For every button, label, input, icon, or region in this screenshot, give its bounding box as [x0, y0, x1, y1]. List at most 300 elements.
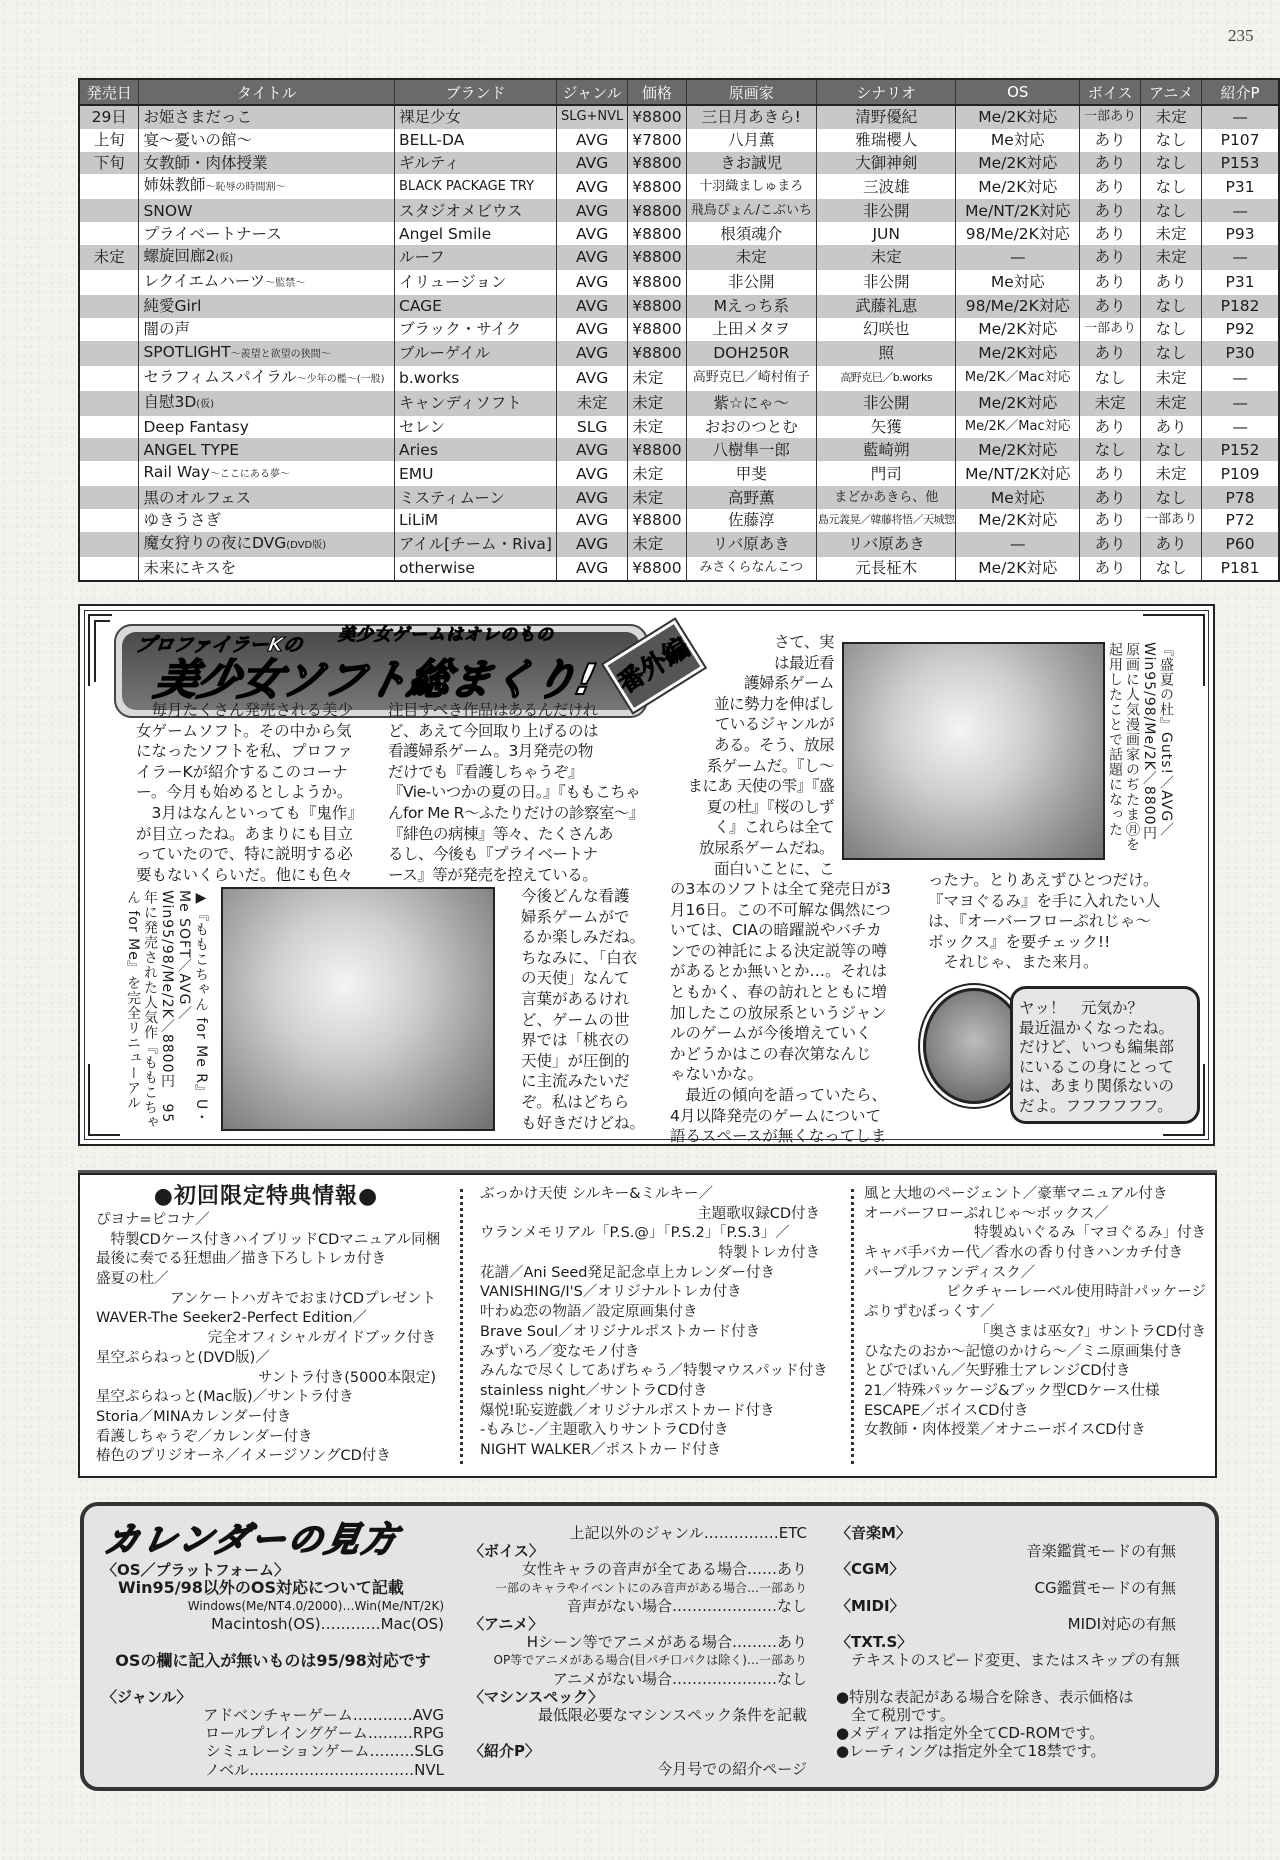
title-text: SPOTLIGHT: [143, 342, 231, 361]
bonus-item: 21／特殊パッケージ&ブック型CDケース仕様: [864, 1382, 1160, 1399]
cell-brand: b.works: [395, 366, 557, 391]
cell-scenario: 清野優紀: [816, 105, 956, 129]
cell-os: Me/2K対応: [956, 438, 1080, 461]
bonus-item: みずいろ／変なモノ付き: [480, 1343, 640, 1360]
legend-line: 〈CGM〉: [836, 1560, 905, 1579]
cell-price: 未定: [628, 486, 686, 509]
article-column-2: [388, 700, 644, 885]
text-line: ともかく、春の訪れとともに増: [670, 982, 887, 1001]
cell-artist: 紫☆にゃ～: [686, 391, 816, 416]
bonus-item: 看護しちゃうぞ／カレンダー付き: [96, 1428, 313, 1445]
cell-artist: 十羽織ましゅまろ: [686, 174, 816, 199]
cell-title: [139, 557, 395, 581]
cell-brand: CAGE: [395, 295, 557, 318]
cell-scenario: リバ原あき: [816, 532, 956, 557]
cell-title: [139, 438, 395, 461]
legend-line: MIDI対応の有無: [1067, 1614, 1176, 1633]
table-row: [79, 270, 1279, 295]
cell-os: Me/2K対応: [956, 557, 1080, 581]
text-line: るか楽しみだね。: [521, 928, 646, 947]
column-header: OS: [956, 79, 1080, 105]
bonus-item: Storia／MINAカレンダー付き: [96, 1408, 292, 1425]
bonus-item: ひなたのおか～記憶のかけら～／ミニ原画集付き: [864, 1343, 1183, 1360]
title-subtitle: ～恥辱の時間割～: [205, 182, 286, 194]
cell-voice: あり: [1080, 461, 1141, 486]
cell-price: ¥8800: [628, 152, 686, 175]
cell-artist: みさくらなんこつ: [686, 557, 816, 581]
bonus-item: ぴヨナ=ピコナ／: [96, 1212, 210, 1228]
title-subtitle: (仮): [196, 398, 215, 410]
cell-price: ¥8800: [628, 222, 686, 245]
cell-price: ¥8800: [628, 341, 686, 366]
cell-os: Me/2K／Mac対応: [956, 366, 1080, 391]
legend-line: ロールプレイングゲーム………RPG: [204, 1724, 444, 1743]
table-row: [79, 129, 1279, 152]
cell-genre: AVG: [556, 199, 627, 222]
cell-title: [139, 174, 395, 199]
text-line: 言葉があるけれ: [521, 989, 630, 1008]
cell-brand: EMU: [395, 461, 557, 486]
cell-artist: 八月薫: [686, 129, 816, 152]
text-line: それじゃ、また来月。: [928, 953, 1099, 972]
cell-price: ¥8800: [628, 245, 686, 270]
cell-brand: ブルーゲイル: [395, 341, 557, 366]
cell-os: Me/NT/2K対応: [956, 461, 1080, 486]
cell-price: 未定: [628, 366, 686, 391]
cell-scenario: 矢獲: [816, 416, 956, 439]
cell-voice: 一部あり: [1080, 318, 1141, 341]
text-line: いては、CIAの暗躍説やバチカ: [670, 921, 882, 940]
cell-scenario: 非公開: [816, 199, 956, 222]
table-row: [79, 416, 1279, 439]
cell-voice: なし: [1080, 366, 1141, 391]
cell-date: [79, 270, 139, 295]
bonus-item: オーバーフローぷれじゃ～ボックス／: [864, 1205, 1109, 1222]
bonus-item: stainless night／サントラCD付き: [480, 1382, 708, 1399]
column-header: アニメ: [1141, 79, 1202, 105]
cell-voice: あり: [1080, 295, 1141, 318]
cell-genre: AVG: [556, 270, 627, 295]
cell-brand: ルーフ: [395, 245, 557, 270]
cell-brand: Angel Smile: [395, 222, 557, 245]
text-line: だけど、いつも編集部: [1019, 1038, 1175, 1056]
cell-voice: あり: [1080, 416, 1141, 439]
cell-price: 未定: [628, 461, 686, 486]
text-line: 注目すべき作品はあるんだけれ: [388, 701, 598, 719]
table-row: [79, 245, 1279, 270]
legend-line: 今月号での紹介ページ: [657, 1760, 807, 1779]
text-line: ぞ。私はどちら: [521, 1092, 630, 1111]
cell-brand: イリュージョン: [395, 270, 557, 295]
extra-edition-badge: 番外編: [604, 620, 705, 712]
cell-anime: あり: [1141, 416, 1202, 439]
legend-line: 〈アニメ〉: [469, 1614, 544, 1633]
bonus-item: ESCAPE／ボイスCD付き: [864, 1402, 1029, 1419]
legend-line: 〈MIDI〉: [836, 1596, 905, 1615]
bonus-title: ●初回限定特典情報●: [153, 1184, 379, 1209]
cell-genre: AVG: [556, 245, 627, 270]
feature-article: [78, 604, 1215, 1146]
cell-scenario: 元長柾木: [816, 557, 956, 581]
legend-line: Macintosh(OS)…………Mac(OS): [211, 1615, 444, 1634]
text-line: んfor Me R～ふたりだけの診察室～』: [388, 803, 644, 822]
text-line: に主流みたいだ: [521, 1072, 630, 1091]
text-line: になったソフトを私、プロファ: [136, 742, 353, 761]
cell-date: [79, 318, 139, 341]
cell-anime: なし: [1141, 341, 1202, 366]
speech-bubble: [1010, 986, 1200, 1124]
cell-scenario: 非公開: [816, 270, 956, 295]
cell-title: [139, 532, 395, 557]
cell-brand: セレン: [395, 416, 557, 439]
legend-line: アドベンチャーゲーム…………AVG: [203, 1706, 444, 1725]
legend-line: [469, 1724, 807, 1742]
bonus-item: ピクチャーレーベル使用時計パッケージ: [946, 1284, 1206, 1301]
legend-line: 〈音楽M〉: [836, 1524, 911, 1542]
cell-os: Me/2K対応: [956, 391, 1080, 416]
cell-title: [139, 341, 395, 366]
text-line: 今後どんな看護: [521, 887, 630, 905]
cell-voice: あり: [1080, 222, 1141, 245]
cell-brand: スタジオメビウス: [395, 199, 557, 222]
dotted-divider: [851, 1189, 854, 1464]
cell-date: [79, 174, 139, 199]
cell-title: [139, 199, 395, 222]
cell-artist: 佐藤淳: [686, 509, 816, 532]
title-text: Deep Fantasy: [143, 417, 249, 436]
cell-brand: BLACK PACKAGE TRY: [395, 174, 557, 199]
text-line: ンでの神託による決定説等の噂: [670, 941, 888, 960]
cell-page: —: [1202, 199, 1279, 222]
legend-line: ●メディアは指定外全てCD-ROMです。: [836, 1724, 1105, 1743]
text-line: 3月はなんといっても『鬼作』: [136, 803, 363, 822]
text-line: 放尿系ゲームだね。: [698, 838, 834, 857]
cell-price: 未定: [628, 416, 686, 439]
cell-price: ¥8800: [628, 295, 686, 318]
table-row: [79, 152, 1279, 175]
bonus-item: 女教師・肉体授業／オナニーボイスCD付き: [864, 1422, 1146, 1439]
cell-scenario: まどかあきら、他: [816, 486, 956, 509]
cell-genre: AVG: [556, 509, 627, 532]
table-row: [79, 532, 1279, 557]
legend-line: 音声がない場合…………………なし: [566, 1596, 807, 1615]
cell-price: ¥8800: [628, 105, 686, 129]
cell-date: [79, 222, 139, 245]
text-line: も好きだけどね。: [521, 1113, 646, 1132]
legend-line: 〈OS／プラットフォーム〉: [102, 1560, 290, 1579]
cell-page: —: [1202, 391, 1279, 416]
text-line: 女ゲームソフト。その中から気: [136, 721, 352, 740]
cell-anime: 未定: [1141, 461, 1202, 486]
text-line: は最近看: [773, 653, 834, 672]
bonus-item: 最後に奏でる狂想曲／描き下ろしトレカ付き: [96, 1251, 386, 1268]
cell-anime: 未定: [1141, 105, 1202, 129]
title-text: 純愛Girl: [143, 297, 202, 316]
cell-date: [79, 438, 139, 461]
legend-line: 〈紹介P〉: [469, 1742, 540, 1761]
text-line: 『Vie-いつかの夏の日。』『ももこちゃ: [388, 783, 641, 802]
table-row: [79, 295, 1279, 318]
text-line: 系ゲームだ。『し～: [706, 756, 834, 775]
cell-page: P93: [1202, 222, 1279, 245]
cell-date: [79, 199, 139, 222]
article-column-1: [136, 700, 363, 885]
legend-line: OP等でアニメがある場合(目パチ口パクは除く)…一部あり: [493, 1653, 807, 1668]
page-number: 235: [1228, 26, 1254, 45]
table-body: [79, 105, 1279, 581]
cell-genre: SLG: [556, 416, 627, 439]
cell-voice: 一部あり: [1080, 105, 1141, 129]
legend-line: [102, 1633, 444, 1651]
text-line: の天使」なんて: [521, 969, 630, 988]
bonus-column-3: [864, 1185, 1206, 1441]
cell-scenario: 非公開: [816, 391, 956, 416]
title-text: 魔女狩りの夜にDVG: [143, 533, 287, 552]
cell-anime: なし: [1141, 199, 1202, 222]
cell-title: [139, 152, 395, 175]
table-row: [79, 318, 1279, 341]
cell-artist: 三日月あきら!: [686, 105, 816, 129]
cell-artist: 非公開: [686, 270, 816, 295]
text-line: 要もないくらいだ。他にも色々: [136, 865, 354, 884]
text-line: さて、実: [774, 633, 834, 651]
text-line: ボックス』を要チェック!!: [928, 932, 1111, 951]
cell-page: P152: [1202, 438, 1279, 461]
table-header-row: [79, 79, 1279, 105]
title-text: ゆきうさぎ: [143, 511, 221, 530]
cell-price: ¥7800: [628, 129, 686, 152]
bonus-item: パープルファンディスク／: [864, 1264, 1036, 1281]
cell-anime: なし: [1141, 129, 1202, 152]
text-line: ど、あえて今回取り上げるのは: [388, 721, 599, 740]
text-line: 看護婦系ゲーム。3月発売の物: [388, 742, 593, 761]
title-subtitle: (仮): [215, 252, 234, 264]
cell-scenario: 未定: [816, 245, 956, 270]
legend-line: [836, 1670, 1176, 1688]
cell-anime: 未定: [1141, 222, 1202, 245]
cell-genre: AVG: [556, 486, 627, 509]
cell-page: P107: [1202, 129, 1279, 152]
cell-price: ¥8800: [628, 509, 686, 532]
text-line: 4月以降発売のゲームについて: [670, 1106, 882, 1125]
cell-date: [79, 532, 139, 557]
cell-os: Me/2K対応: [956, 341, 1080, 366]
column-header: シナリオ: [816, 79, 956, 105]
article-column-3-lower: [670, 879, 891, 1147]
legend-line: ●レーティングは指定外全て18禁です。: [836, 1742, 1106, 1761]
cell-date: [79, 461, 139, 486]
cell-scenario: 高野克巳／b.works: [816, 366, 956, 391]
legend-column-3: [836, 1524, 1180, 1761]
bonus-item: 星空ぷらねっと(DVD版)／: [96, 1349, 270, 1366]
cell-artist: Mえっち系: [686, 295, 816, 318]
banner-main-title: 美少女ソフト総まくり!: [150, 655, 601, 704]
cell-os: —: [956, 532, 1080, 557]
cell-page: P31: [1202, 174, 1279, 199]
cell-anime: あり: [1141, 270, 1202, 295]
cell-genre: AVG: [556, 318, 627, 341]
cell-scenario: 三波雄: [816, 174, 956, 199]
cell-os: —: [956, 245, 1080, 270]
text-line: 月16日。この不可解な偶然につ: [670, 900, 891, 919]
text-line: イラーKが紹介するこのコーナ: [136, 762, 348, 781]
text-line: 毎月たくさん発売される美少: [136, 701, 354, 719]
column-header: 価格: [628, 79, 686, 105]
bonus-item: 花譜／Ani Seed発足記念卓上カレンダー付き: [480, 1264, 776, 1281]
cell-anime: なし: [1141, 295, 1202, 318]
bonus-item: ぶっかけ天使 シルキー&ミルキー／: [480, 1186, 714, 1202]
legend-line: テキストのスピード変更、またはスキップの有無: [836, 1651, 1180, 1670]
legend-line: [102, 1506, 444, 1524]
screenshot-caption-left: ▶『ももこちゃん for Me R』U・Me SOFT／AVG／Win95/98/Me/2K／8800円 95年に発売された人気作『ももこちゃん for Me』を完全リニューアル: [125, 890, 209, 1130]
bonus-item: 椿色のプリジオーネ／イメージソングCD付き: [96, 1448, 391, 1465]
bonus-item: WAVER-The Seeker2-Perfect Edition／: [96, 1310, 367, 1327]
cell-artist: 八樹隼一郎: [686, 438, 816, 461]
column-header: 原画家: [686, 79, 816, 105]
text-line: かどうかはこの春次第なんじ: [670, 1044, 872, 1063]
text-line: は、あまり関係ないの: [1019, 1077, 1175, 1095]
title-text: セラフィムスパイラル: [143, 367, 297, 386]
column-header: 紹介P: [1202, 79, 1279, 105]
text-line: ース』等が発売を控えている。: [388, 865, 598, 884]
title-subtitle: ～少年の檻～(一般): [296, 373, 385, 385]
cell-scenario: JUN: [816, 222, 956, 245]
title-text: プライベートナース: [143, 224, 282, 243]
cell-anime: なし: [1141, 557, 1202, 581]
title-text: 自慰3D: [143, 392, 197, 411]
cell-genre: AVG: [556, 461, 627, 486]
article-column-4: [928, 870, 1161, 973]
cell-anime: なし: [1141, 438, 1202, 461]
cell-genre: AVG: [556, 341, 627, 366]
cell-anime: なし: [1141, 318, 1202, 341]
cell-page: P30: [1202, 341, 1279, 366]
text-line: 最近の傾向を語っていたら、: [670, 1085, 888, 1104]
cell-genre: AVG: [556, 438, 627, 461]
bonus-item: 「奥さまは巫女?」サントラCD付き: [974, 1323, 1206, 1340]
cell-brand: Aries: [395, 438, 557, 461]
table-row: [79, 461, 1279, 486]
cell-price: ¥8800: [628, 318, 686, 341]
bonus-item: 特製トレカ付き: [718, 1245, 820, 1262]
text-line: だよ。フフフフフフ。: [1019, 1096, 1173, 1115]
legend-column-2: [469, 1524, 807, 1779]
cell-price: ¥8800: [628, 557, 686, 581]
text-line: ルのゲームが今後増えていく: [670, 1024, 872, 1043]
cell-title: [139, 416, 395, 439]
bonus-item: みんなで尽くしてあげちゃう／特製マウスパッド付き: [480, 1363, 828, 1380]
cell-voice: あり: [1080, 152, 1141, 175]
cell-title: [139, 270, 395, 295]
cell-voice: あり: [1080, 199, 1141, 222]
text-line: まにあ 天使の雫』『盛: [687, 777, 834, 796]
title-subtitle: ～羨望と欲望の狭間～: [230, 348, 331, 360]
cell-brand: otherwise: [395, 557, 557, 581]
cell-artist: 根須魂介: [686, 222, 816, 245]
cell-page: P109: [1202, 461, 1279, 486]
title-text: お姫さまだっこ: [143, 108, 252, 127]
cell-date: 未定: [79, 245, 139, 270]
legend-line: 上記以外のジャンル……………ETC: [569, 1524, 807, 1542]
title-text: 黒のオルフェス: [143, 488, 252, 507]
legend-line: [102, 1524, 444, 1542]
legend-line: 〈ジャンル〉: [102, 1687, 192, 1706]
cell-date: [79, 341, 139, 366]
bonus-item: ウランメモリアル「P.S.@」「P.S.2」「P.S.3」／: [480, 1225, 790, 1242]
table-row: [79, 366, 1279, 391]
text-line: 最近温かくなったね。: [1019, 1018, 1175, 1037]
cell-artist: 未定: [686, 245, 816, 270]
cell-os: Me/2K対応: [956, 152, 1080, 175]
legend-line: 音楽鑑賞モードの有無: [1026, 1542, 1176, 1561]
cell-voice: あり: [1080, 509, 1141, 532]
cell-genre: AVG: [556, 532, 627, 557]
legend-line: Hシーン等でアニメがある場合………あり: [526, 1633, 807, 1652]
legend-line: Windows(Me/NT4.0/2000)…Win(Me/NT/2K): [187, 1598, 444, 1613]
text-line: の3本のソフトは全て発売日が3: [670, 880, 891, 898]
table-row: [79, 438, 1279, 461]
text-line: るし、今後も『プライベートナ: [388, 845, 598, 864]
bonus-item: 主題歌収録CD付き: [697, 1205, 820, 1222]
cell-brand: ミスティムーン: [395, 486, 557, 509]
cell-voice: あり: [1080, 532, 1141, 557]
text-line: 『緋色の病棟』等々、たくさんあ: [388, 824, 614, 843]
cell-price: ¥8800: [628, 199, 686, 222]
cell-os: Me対応: [956, 129, 1080, 152]
cell-genre: AVG: [556, 174, 627, 199]
cell-date: [79, 366, 139, 391]
text-line: ったナ。とりあえずひとつだけ。: [928, 871, 1159, 889]
cell-page: P181: [1202, 557, 1279, 581]
cell-price: ¥8800: [628, 270, 686, 295]
text-line: ちなみに、「白衣: [521, 948, 638, 967]
text-line: く』これらは全て: [713, 818, 834, 837]
table-row: [79, 557, 1279, 581]
column-header: タイトル: [139, 79, 395, 105]
cell-voice: あり: [1080, 129, 1141, 152]
cell-date: [79, 557, 139, 581]
cell-anime: なし: [1141, 152, 1202, 175]
legend-line: 一部のキャラやイベントにのみ音声がある場合…一部あり: [494, 1580, 807, 1595]
cell-anime: 一部あり: [1141, 509, 1202, 532]
cell-anime: あり: [1141, 532, 1202, 557]
cell-genre: 未定: [556, 391, 627, 416]
corner-ornament: [94, 620, 110, 682]
legend-line: シミュレーションゲーム………SLG: [205, 1742, 444, 1761]
cell-os: Me/2K対応: [956, 174, 1080, 199]
cell-page: P153: [1202, 152, 1279, 175]
legend-line: OSの欄に記入が無いものは95/98対応です: [115, 1650, 431, 1670]
cell-genre: SLG+NVL: [556, 105, 627, 129]
cell-os: 98/Me/2K対応: [956, 295, 1080, 318]
cell-os: Me/2K対応: [956, 318, 1080, 341]
cell-anime: なし: [1141, 174, 1202, 199]
bonus-item: とびでばいん／矢野雅士アレンジCD付き: [864, 1363, 1131, 1380]
bonus-item: 特製CDケース付きハイブリッドCDマニュアル同梱: [96, 1231, 441, 1248]
article-column-2-lower: [521, 886, 645, 1133]
cell-scenario: 武藤礼恵: [816, 295, 956, 318]
cell-title: [139, 295, 395, 318]
legend-line: 〈TXT.S〉: [836, 1633, 913, 1652]
cell-page: P60: [1202, 532, 1279, 557]
legend-line: [102, 1670, 444, 1688]
text-line: 面白いことに、こ: [713, 859, 834, 878]
text-line: ー。今月も始めるとしようか。: [136, 783, 353, 802]
title-text: 闇の声: [143, 320, 190, 339]
text-line: 界では「桃衣の: [521, 1031, 630, 1050]
title-text: 螺旋回廊2: [143, 246, 216, 265]
cell-os: Me/2K対応: [956, 509, 1080, 532]
